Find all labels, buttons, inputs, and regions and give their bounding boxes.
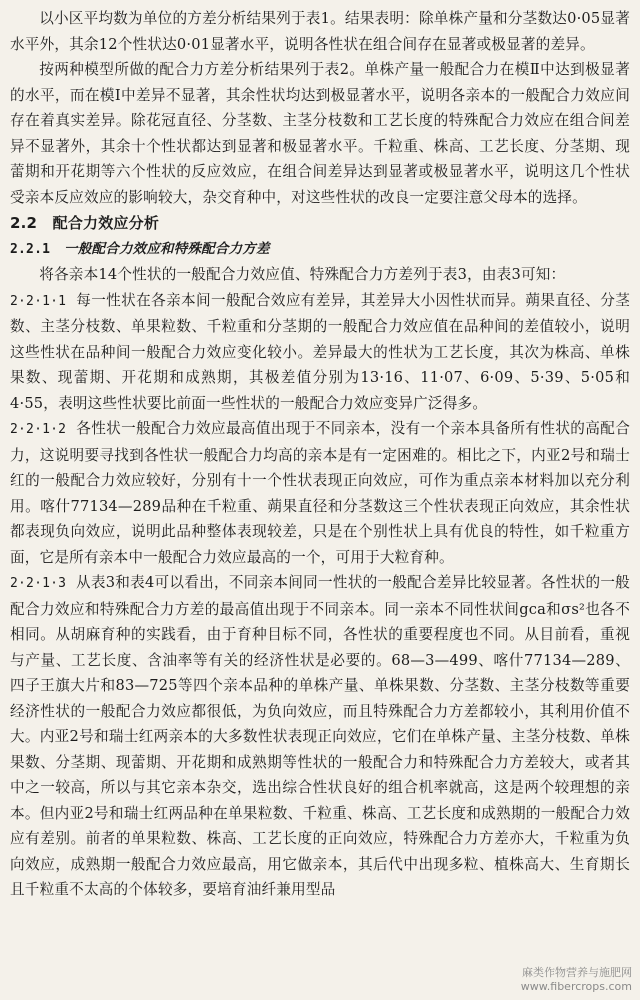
subsection-heading	[10, 237, 630, 262]
item-text: 各性状一般配合力效应最高值出现于不同亲本，没有一个亲本具备所有性状的高配合力，这说明要寻找到各性状一般配合力均高的亲本是有一定困难的。相比之下，内亚2号和瑞士红的一般配合力效应较好，分别有十一个性状表现正向效应，可作为重点亲本材料加以充分利用。喀什77134—289品种在千粒重、蒴果直径和分茎数这三个性状表现正向效应，其余性状都表现负向效应，说明此品种整体表现较差，只是在个别性状上具有优良的特性，如千粒重方面，它是所有亲本中一般配合力效应最高的一个，可用于大粒育种。	[10, 420, 631, 566]
subsection-number: 2.2.1	[10, 242, 51, 257]
watermark	[521, 966, 632, 994]
section-heading	[10, 210, 630, 237]
paragraph-item-1	[10, 288, 630, 417]
section-title: 配合力效应分析	[52, 214, 160, 232]
paragraph-item-2	[10, 416, 630, 570]
paragraph-combining-ability-variance: 按两种模型所做的配合力方差分析结果列于表2。单株产量一般配合力在模Ⅱ中达到极显著的水平，而在模Ⅰ中差异不显著，其余性状均达到极显著水平，说明各亲本的一般配合力效应间存在着真实差异。除花冠直径、分茎数、主茎分枝数和工艺长度的特殊配合力效应在组合间差异不显著外，其余十个性状都达到显著和极显著水平。千粒重、株高、工艺长度、分茎期、现蕾期和开花期等六个性状的反应效应，在组合间差异达到显著或极显著水平，说明这几个性状受亲本反应效应的影响较大，杂交育种中，对这些性状的改良一定要注意父母本的选择。	[10, 61, 630, 206]
watermark-line1: 麻类作物营养与施肥网	[522, 966, 632, 979]
subsection-title: 一般配合力效应和特殊配合力方差	[64, 241, 270, 257]
paper-page	[10, 6, 630, 992]
item-number: 2·2·1·1	[10, 293, 67, 309]
paragraph-intro: 将各亲本14个性状的一般配合力效应值、特殊配合力方差列于表3，由表3可知：	[39, 266, 566, 283]
paragraph-item-3	[10, 570, 630, 903]
item-text: 每一性状在各亲本间一般配合效应有差异，其差异大小因性状而异。蒴果直径、分茎数、主茎分枝数、单果粒数、千粒重和分茎期的一般配合力效应值在品种间的差值较小，说明这些性状在品种间一般配合力效应变化较小。差异最大的性状为工艺长度，其次为株高、单株果数、现蕾期、开花期和成熟期，其极差值分别为13·16、11·07、6·09、5·39、5·05和4·55，表明这些性状要比前面一些性状的一般配合力效应变异广泛得多。	[10, 291, 631, 412]
paragraph-anova-results: 以小区平均数为单位的方差分析结果列于表1。结果表明：除单株产量和分茎数达0·05显著水平外，其余12个性状达0·01显著水平，说明各性状在组合间存在显著或极显著的差异。	[10, 10, 630, 53]
watermark-line2: www.fibercrops.com	[520, 980, 632, 993]
item-number: 2·2·1·3	[10, 576, 67, 591]
item-text: 从表3和表4可以看出，不同亲本间同一性状的一般配合差异比较显著。各性状的一般配合力效应和特殊配合力方差的最高值出现于不同亲本。同一亲本不同性状间gca和σs²也各不相同。从胡麻育种的实践看，由于育种目标不同，各性状的重要程度也不同。从目前看，重视与产量、工艺长度、含油率等有关的经济性状是必要的。68—3—499、喀什77134—289、四子王旗大片和83—725等四个亲本品种的单株产量、单株果数、分茎数、主茎分枝数等重要经济性状的一般配合力效应都很低，为负向效应，而且特殊配合力方差都较小，其利用价值不大。内亚2号和瑞士红两亲本的大多数性状表现正向效应，它们在单株产量、主茎分枝数、单株果数、分茎期、现蕾期、开花期和成熟期等性状的一般配合力和特殊配合力方差较大，或者其中之一较高，所以与其它亲本杂交，选出综合性状良好的组合机率就高，这是两个较理想的亲本。但内亚2号和瑞士红两品种在单果粒数、千粒重、株高、工艺长度和成熟期的一般配合力效应有差别。前者的单果粒数、株高、工艺长度的正向效应，特殊配合力方差亦大，千粒重为负向效应，成熟期一般配合力效应最高，用它做亲本，其后代中出现多粒、植株高大、生育期长且千粒重不太高的个体较多，要培育油纤兼用型品	[10, 574, 630, 898]
section-number: 2.2	[10, 214, 38, 232]
item-number: 2·2·1·2	[10, 422, 67, 437]
